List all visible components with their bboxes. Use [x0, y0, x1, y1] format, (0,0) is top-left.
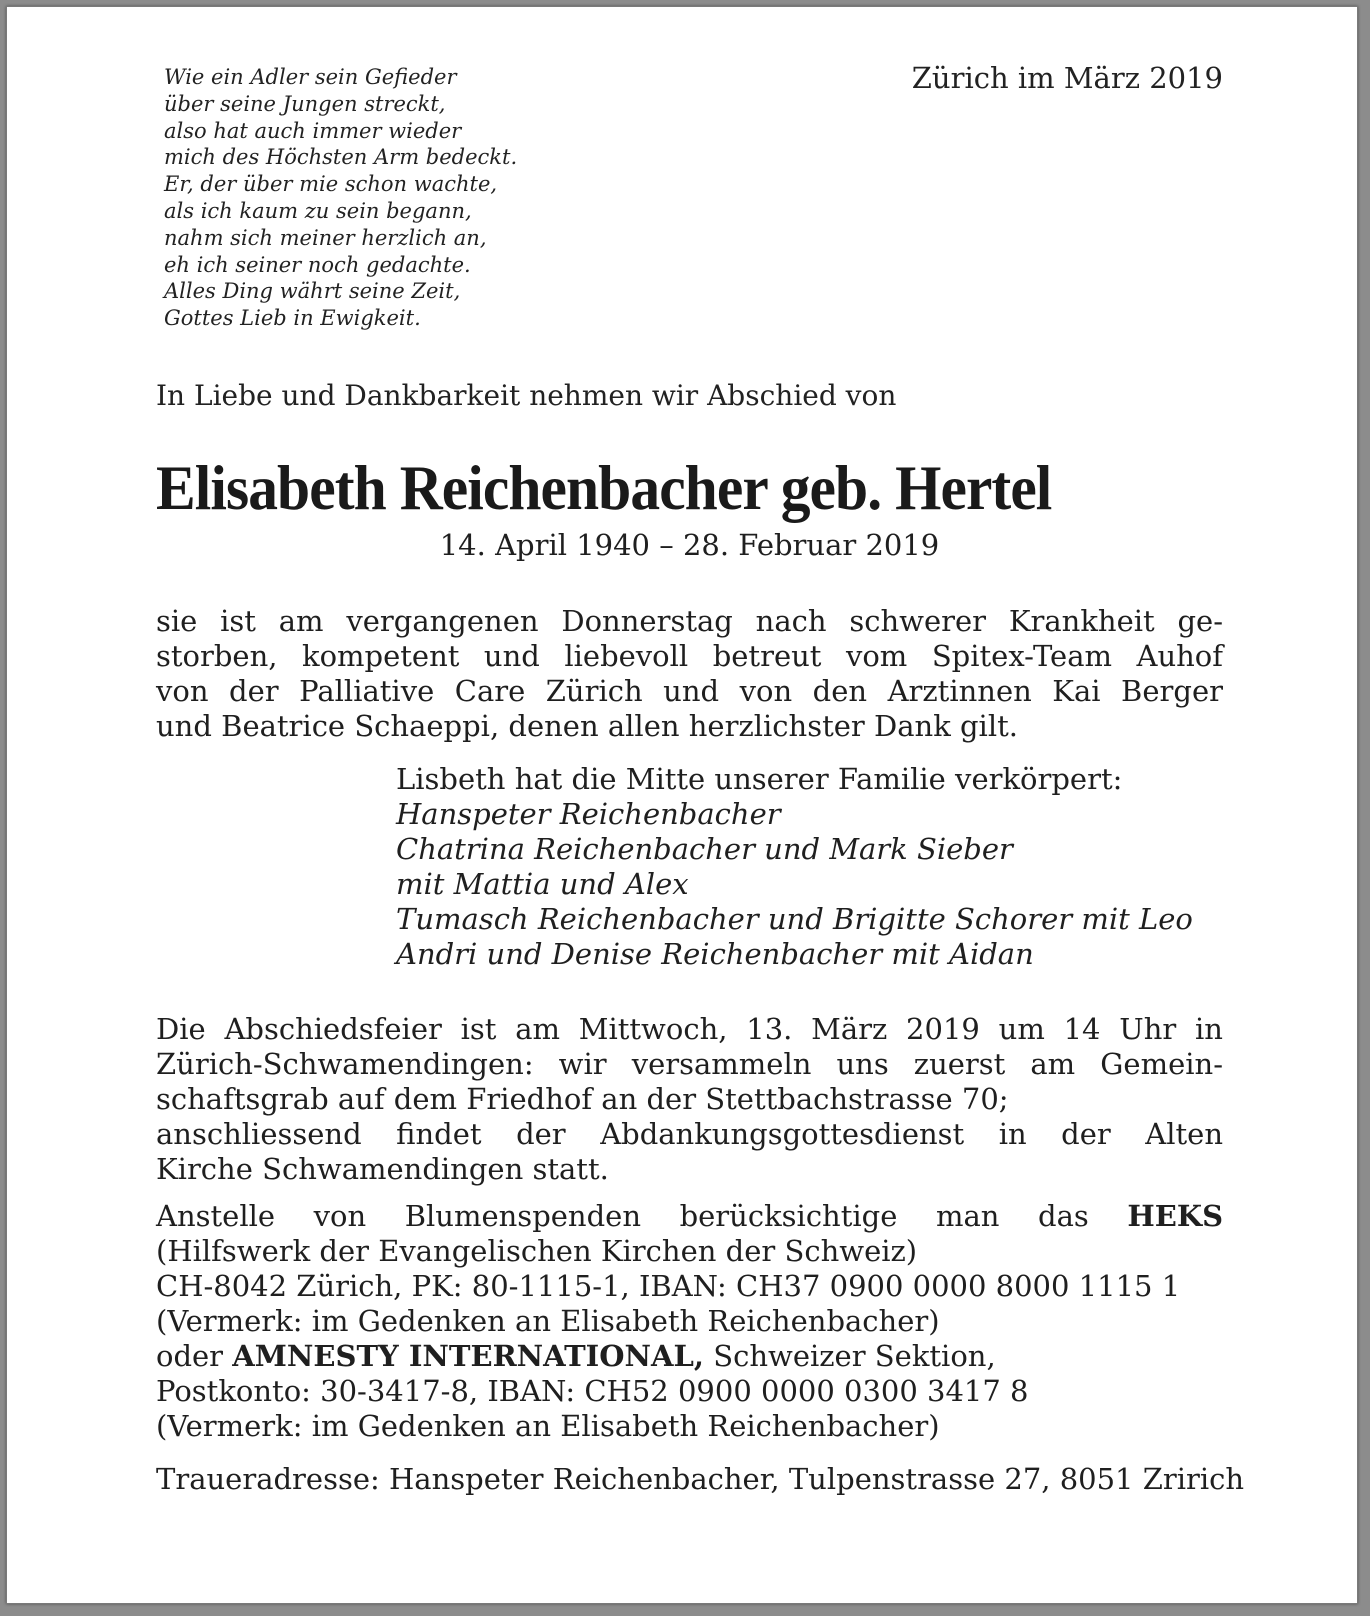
paragraph-line: Kirche Schwamendingen statt. [156, 1152, 609, 1186]
donations-paragraph [156, 1199, 1223, 1444]
paragraph-line: schaftsgrab auf dem Friedhof an der Stettbachstrasse 70; [156, 1082, 1009, 1116]
donation-line: (Hilfswerk der Evangelischen Kirchen der Schweiz) [156, 1234, 918, 1268]
poem-line: Er, der über mie schon wachte, [164, 172, 498, 197]
life-dates: 14. April 1940 – 28. Februar 2019 [439, 528, 940, 562]
donation-line: Postkonto: 30-3417-8, IBAN: CH52 0900 0000 0300 3417 8 [156, 1374, 1029, 1408]
org-heks: HEKS [1127, 1199, 1224, 1233]
family-member: mit Mattia und Alex [396, 867, 689, 901]
poem-line: mich des Höchsten Arm bedeckt. [164, 145, 518, 170]
death-notice-paragraph [156, 604, 1223, 744]
donation-line [156, 1199, 1223, 1234]
poem-line: Wie ein Adler sein Gefieder [164, 65, 457, 89]
poem-line: über seine Jungen streckt, [164, 91, 446, 116]
mourning-address: Traueradresse: Hanspeter Reichenbacher, Tulpenstrasse 27, 8051 Zririch [156, 1462, 1245, 1496]
family-member: Tumasch Reichenbacher und Brigitte Schorer mit Leo [396, 902, 1193, 936]
poem-line: Alles Ding währt seine Zeit, [164, 279, 461, 304]
header-row [156, 61, 1223, 329]
donation-line: (Vermerk: im Gedenken an Elisabeth Reichenbacher) [156, 1409, 940, 1443]
family-member: Chatrina Reichenbacher und Mark Sieber [396, 832, 1013, 866]
obituary-page [6, 6, 1358, 1604]
poem-line: also hat auch immer wieder [164, 118, 462, 143]
ceremony-paragraph [156, 1012, 1223, 1187]
place-date: Zürich im März 2019 [911, 61, 1223, 95]
family-names [396, 797, 1223, 972]
org-amnesty: AMNESTY INTERNATIONAL, [232, 1339, 704, 1373]
obituary-content [156, 61, 1245, 1496]
donation-suffix: Schweizer Sektion, [713, 1339, 996, 1373]
paragraph-line: Die Abschiedsfeier ist am Mittwoch, 13. März 2019 um 14 Uhr in [156, 1012, 1223, 1046]
donation-line: (Vermerk: im Gedenken an Elisabeth Reichenbacher) [156, 1304, 940, 1338]
intro-line: In Liebe und Dankbarkeit nehmen wir Abschied von [156, 379, 897, 412]
paragraph-line: sie ist am vergangenen Donnerstag nach schwerer Krankheit ge- [156, 604, 1223, 638]
donation-intro: Anstelle von Blumenspenden berücksichtige man das [156, 1199, 1089, 1233]
poem-line: Gottes Lieb in Ewigkeit. [164, 306, 421, 331]
paragraph-line: Zürich-Schwamendingen: wir versammeln uns zuerst am Gemein- [156, 1047, 1223, 1081]
poem-line: nahm sich meiner herzlich an, [164, 225, 487, 250]
poem-line: als ich kaum zu sein begann, [164, 198, 472, 223]
family-block [396, 762, 1223, 972]
poem-line: eh ich seiner noch gedachte. [164, 252, 471, 277]
family-member: Andri und Denise Reichenbacher mit Aidan [396, 937, 1034, 971]
paragraph-line: von der Palliative Care Zürich und von den Arztinnen Kai Berger [156, 674, 1223, 708]
donation-prefix: oder [156, 1339, 224, 1373]
deceased-name: Elisabeth Reichenbacher geb. Hertel [156, 452, 1052, 523]
poem [164, 64, 517, 332]
donation-line: CH-8042 Zürich, PK: 80-1115-1, IBAN: CH37 0900 0000 8000 1115 1 [156, 1269, 1181, 1303]
paragraph-line: storben, kompetent und liebevoll betreut vom Spitex-Team Auhof [156, 639, 1223, 673]
family-member: Hanspeter Reichenbacher [396, 797, 781, 831]
donation-line [156, 1339, 1223, 1374]
paragraph-line: anschliessend findet der Abdankungsgottesdienst in der Alten [156, 1117, 1223, 1151]
paragraph-line: und Beatrice Schaeppi, denen allen herzlichster Dank gilt. [156, 709, 1018, 743]
family-lead: Lisbeth hat die Mitte unserer Familie verkörpert: [396, 762, 1123, 796]
